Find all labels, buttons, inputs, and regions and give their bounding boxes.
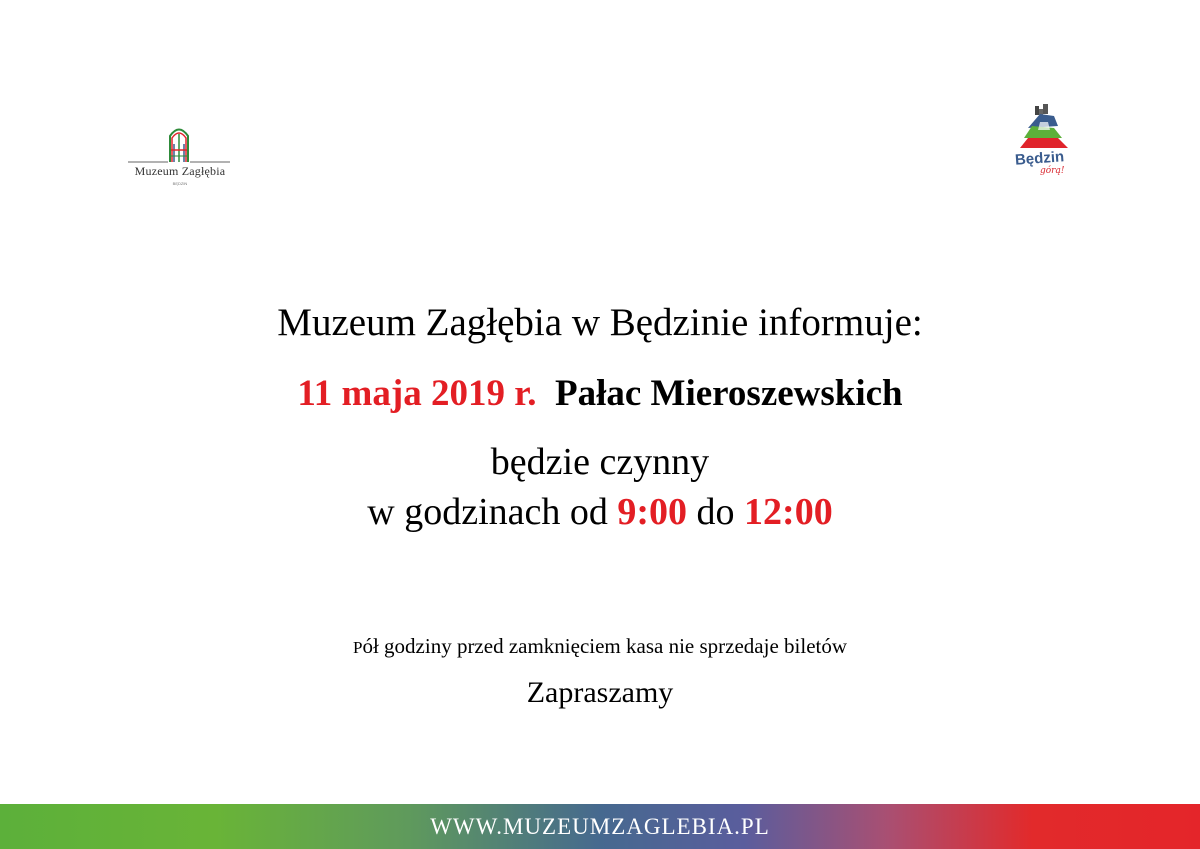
announcement-place: Pałac Mieroszewskich — [554, 373, 903, 414]
museum-logo-sub: BĘDZIN — [172, 181, 188, 186]
announcement-hours — [0, 490, 1200, 534]
museum-window-icon — [118, 120, 242, 164]
footer-bar — [0, 804, 1200, 849]
announcement-date: 11 maja 2019 r. — [297, 373, 537, 414]
city-logo-name: Będzin — [1014, 148, 1065, 169]
castle-hill-icon — [1010, 104, 1074, 154]
hours-prefix: w godzinach od — [367, 491, 608, 533]
hours-open: 9:00 — [617, 491, 688, 533]
announcement-date-place — [0, 372, 1200, 415]
museum-logo-name: Muzeum Zagłębia — [134, 164, 226, 178]
hours-mid: do — [696, 491, 735, 533]
announcement-heading: Muzeum Zagłębia w Będzinie informuje: — [277, 301, 923, 344]
ticket-note-first-letter: P — [352, 638, 363, 657]
museum-logo — [118, 120, 242, 186]
footer-url[interactable]: WWW.MUZEUMZAGLEBIA.PL — [430, 814, 770, 839]
invite-text: Zapraszamy — [526, 676, 674, 709]
ticket-note — [0, 634, 1200, 659]
hours-close: 12:00 — [744, 491, 833, 533]
announcement-status: będzie czynny — [490, 441, 710, 483]
ticket-note-text: ół godziny przed zamknięciem kasa nie sprzedaje biletów — [362, 634, 848, 658]
city-logo — [1010, 104, 1074, 182]
city-logo-slogan: górą! — [1040, 166, 1065, 176]
